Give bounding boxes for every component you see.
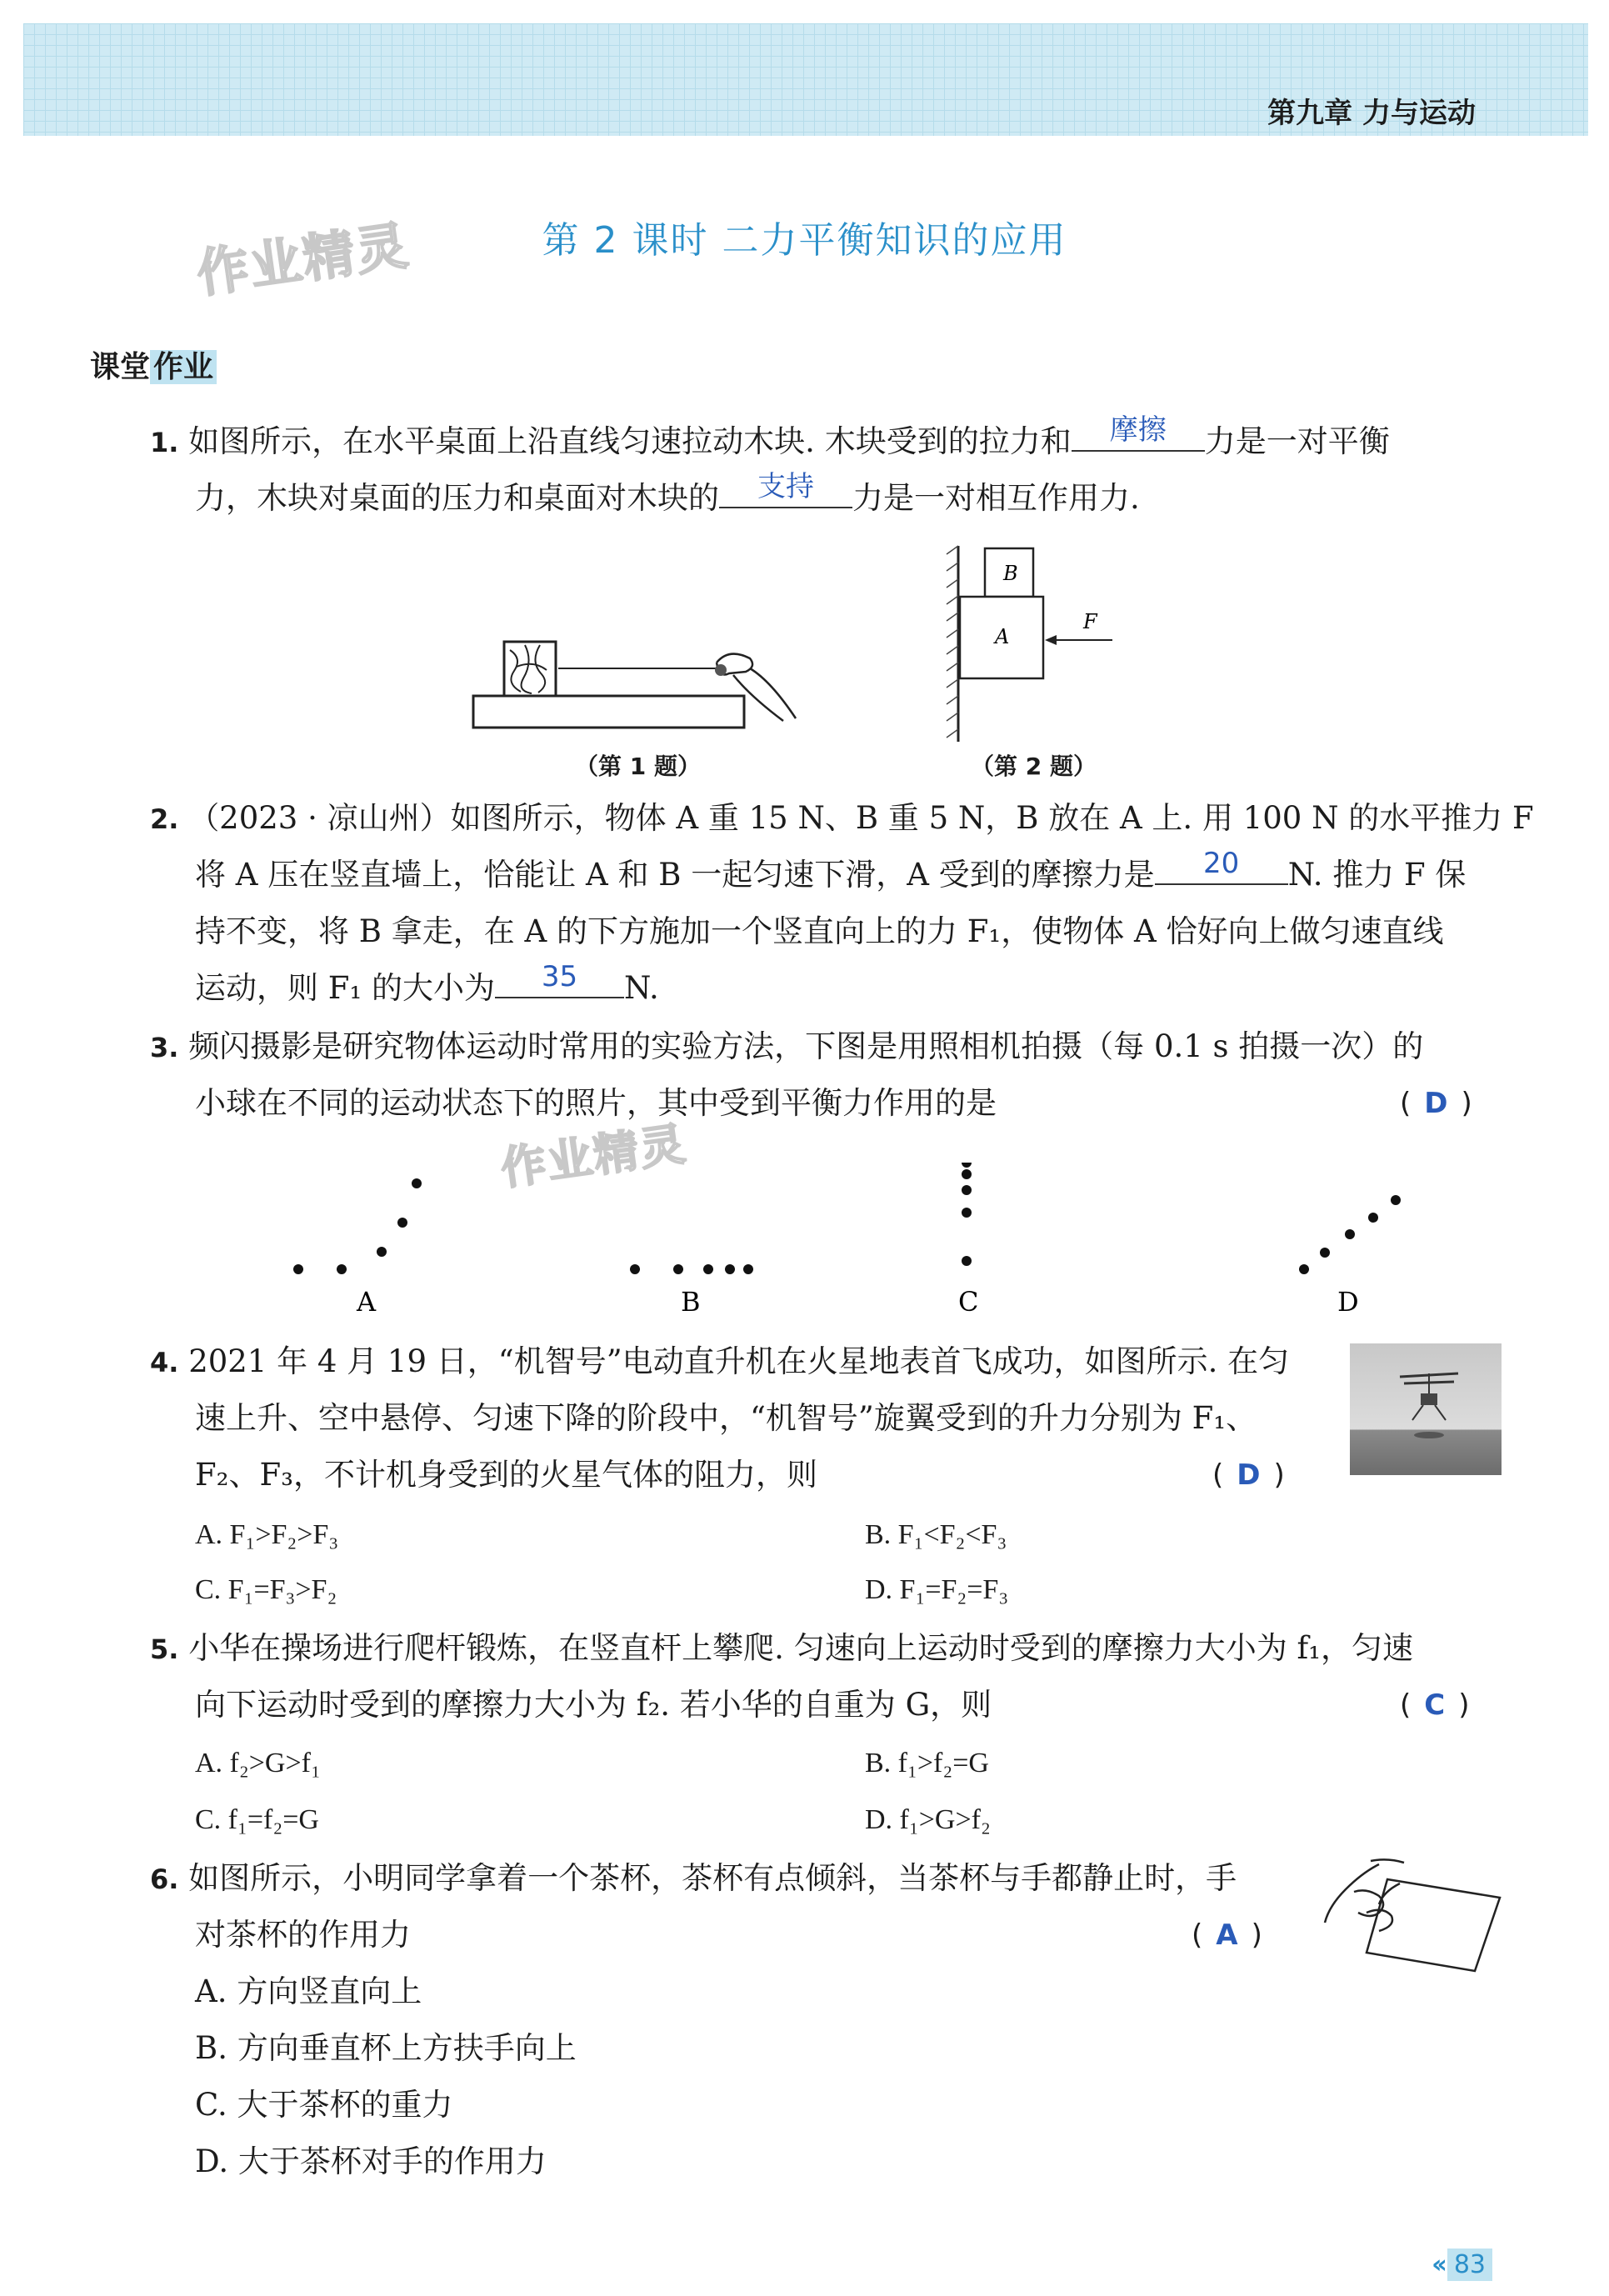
answer-blank[interactable]	[495, 960, 624, 998]
answer-text: D	[1424, 1087, 1448, 1120]
question-text: N. 推力 F 保	[1287, 857, 1467, 893]
figure-6-hand-cup	[1321, 1854, 1504, 1975]
section-label	[90, 343, 217, 386]
hand	[717, 654, 796, 721]
option-a[interactable]: A. f₂>G>f₁	[195, 1748, 321, 1778]
question-number: 5.	[150, 1633, 179, 1665]
answer-text: D	[1237, 1458, 1261, 1492]
question-text: N.	[624, 970, 659, 1006]
option-a-label: A	[357, 1286, 377, 1318]
answer-paren: ( D )	[1212, 1458, 1285, 1492]
question-4-line3: F₂、F₃，不计机身受到的火星气体的阻力，则	[195, 1457, 818, 1493]
answer-text: 20	[1203, 847, 1240, 880]
watermark-logo: 作业精灵	[497, 1117, 690, 1196]
force-label: F	[1083, 610, 1097, 633]
question-text: 频闪摄影是研究物体运动时常用的实验方法，下图是用照相机拍摄（每 0.1 s 拍摄一次）的	[188, 1028, 1424, 1064]
question-number: 3.	[150, 1032, 179, 1063]
question-5	[150, 1620, 1413, 1678]
question-4	[150, 1333, 1289, 1391]
question-2-line2	[195, 847, 1466, 903]
mars-helicopter-photo	[1350, 1343, 1502, 1475]
block-b-label: B	[1003, 562, 1018, 585]
page-number	[1432, 2250, 1492, 2279]
question-text: 如图所示，在水平桌面上沿直线匀速拉动木块. 木块受到的拉力和	[188, 423, 1072, 459]
answer-blank[interactable]	[719, 470, 852, 508]
option-c-label: C	[958, 1286, 979, 1318]
question-text: 2021 年 4 月 19 日，“机智号”电动直升机在火星地表首飞成功，如图所示. 在匀	[188, 1343, 1290, 1379]
answer-text: 支持	[757, 470, 814, 503]
question-text: 如图所示，小明同学拿着一个茶杯，茶杯有点倾斜，当茶杯与手都静止时，手	[188, 1860, 1237, 1896]
question-text: 力是一对平衡	[1204, 423, 1390, 459]
answer-paren: ( A )	[1192, 1918, 1262, 1952]
question-2-line4	[195, 960, 659, 1017]
option-b[interactable]: B. 方向垂直杯上方扶手向上	[195, 2030, 577, 2066]
block-a-label: A	[995, 625, 1010, 648]
lesson-title: 第 2 课时 二力平衡知识的应用	[542, 219, 1067, 262]
option-d[interactable]: D. f₁>G>f₂	[865, 1804, 991, 1835]
section-label-b: 作业	[150, 350, 217, 384]
wood-block	[504, 642, 556, 696]
answer-blank[interactable]	[1155, 847, 1288, 885]
option-b[interactable]: B. f₁>f₂=G	[865, 1748, 989, 1778]
answer-text: A	[1216, 1918, 1238, 1952]
watermark-logo: 作业精灵	[192, 214, 413, 305]
answer-text: C	[1424, 1688, 1446, 1722]
question-1-line2	[195, 470, 1140, 527]
option-d-label: D	[1337, 1286, 1359, 1318]
option-a[interactable]: A. 方向竖直向上	[195, 1973, 422, 2009]
option-b[interactable]: B. F₁<F₂<F₃	[865, 1519, 1007, 1550]
question-text: 运动，则 F₁ 的大小为	[195, 970, 496, 1006]
question-number: 4.	[150, 1347, 179, 1378]
answer-text: 35	[541, 960, 578, 993]
question-3-line2: 小球在不同的运动状态下的照片，其中受到平衡力作用的是	[195, 1085, 997, 1121]
option-d[interactable]: D. F₁=F₂=F₃	[865, 1574, 1009, 1605]
question-number: 6.	[150, 1863, 179, 1895]
answer-text: 摩擦	[1109, 413, 1167, 447]
question-2-line3: 持不变，将 B 拿走，在 A 的下方施加一个竖直向上的力 F₁，使物体 A 恰好向上做匀速直线	[195, 913, 1444, 949]
answer-paren: ( C )	[1400, 1688, 1470, 1722]
option-d[interactable]: D. 大于茶杯对手的作用力	[195, 2143, 547, 2179]
option-a[interactable]: A. F₁>F₂>F₃	[195, 1519, 339, 1550]
question-number: 1.	[150, 427, 179, 458]
answer-blank[interactable]	[1072, 413, 1205, 452]
section-label-a: 课堂	[90, 350, 151, 384]
question-4-line2: 速上升、空中悬停、匀速下降的阶段中，“机智号”旋翼受到的升力分别为 F₁、	[195, 1400, 1257, 1436]
table-surface	[473, 696, 744, 728]
page-number-value: 83	[1447, 2248, 1492, 2281]
question-text: 力是一对相互作用力.	[852, 480, 1140, 516]
figure-2-caption: （第 2 题）	[971, 753, 1097, 780]
option-b-label: B	[681, 1286, 701, 1318]
question-6-line2: 对茶杯的作用力	[195, 1917, 411, 1953]
figure-1-block-pull	[467, 617, 817, 742]
question-text: 小华在操场进行爬杆锻炼，在竖直杆上攀爬. 匀速向上运动时受到的摩擦力大小为 f₁，匀速	[188, 1630, 1413, 1666]
chevron-left-icon: ‹‹	[1432, 2250, 1442, 2279]
question-5-line2: 向下运动时受到的摩擦力大小为 f₂. 若小华的自重为 G，则	[195, 1687, 992, 1723]
option-c[interactable]: C. F₁=F₃>F₂	[195, 1574, 337, 1605]
question-2	[150, 790, 1534, 848]
option-c[interactable]: C. 大于茶杯的重力	[195, 2087, 453, 2123]
question-number: 2.	[150, 803, 179, 835]
question-text: 力，木块对桌面的压力和桌面对木块的	[195, 480, 719, 516]
question-text: （2023 · 凉山州）如图所示，物体 A 重 15 N、B 重 5 N，B 放在 A 上. 用 100 N 的水平推力 F	[188, 800, 1534, 836]
figure-3-strobe-dots	[275, 1163, 1417, 1329]
answer-paren: ( D )	[1400, 1087, 1472, 1120]
question-3	[150, 1018, 1423, 1076]
figure-2-wall-blocks	[942, 542, 1125, 746]
chapter-title: 第九章 力与运动	[1267, 97, 1476, 130]
question-text: 将 A 压在竖直墙上，恰能让 A 和 B 一起匀速下滑，A 受到的摩擦力是	[195, 857, 1155, 893]
figure-1-caption: （第 1 题）	[575, 753, 701, 780]
option-c[interactable]: C. f₁=f₂=G	[195, 1804, 319, 1835]
question-6	[150, 1850, 1237, 1908]
